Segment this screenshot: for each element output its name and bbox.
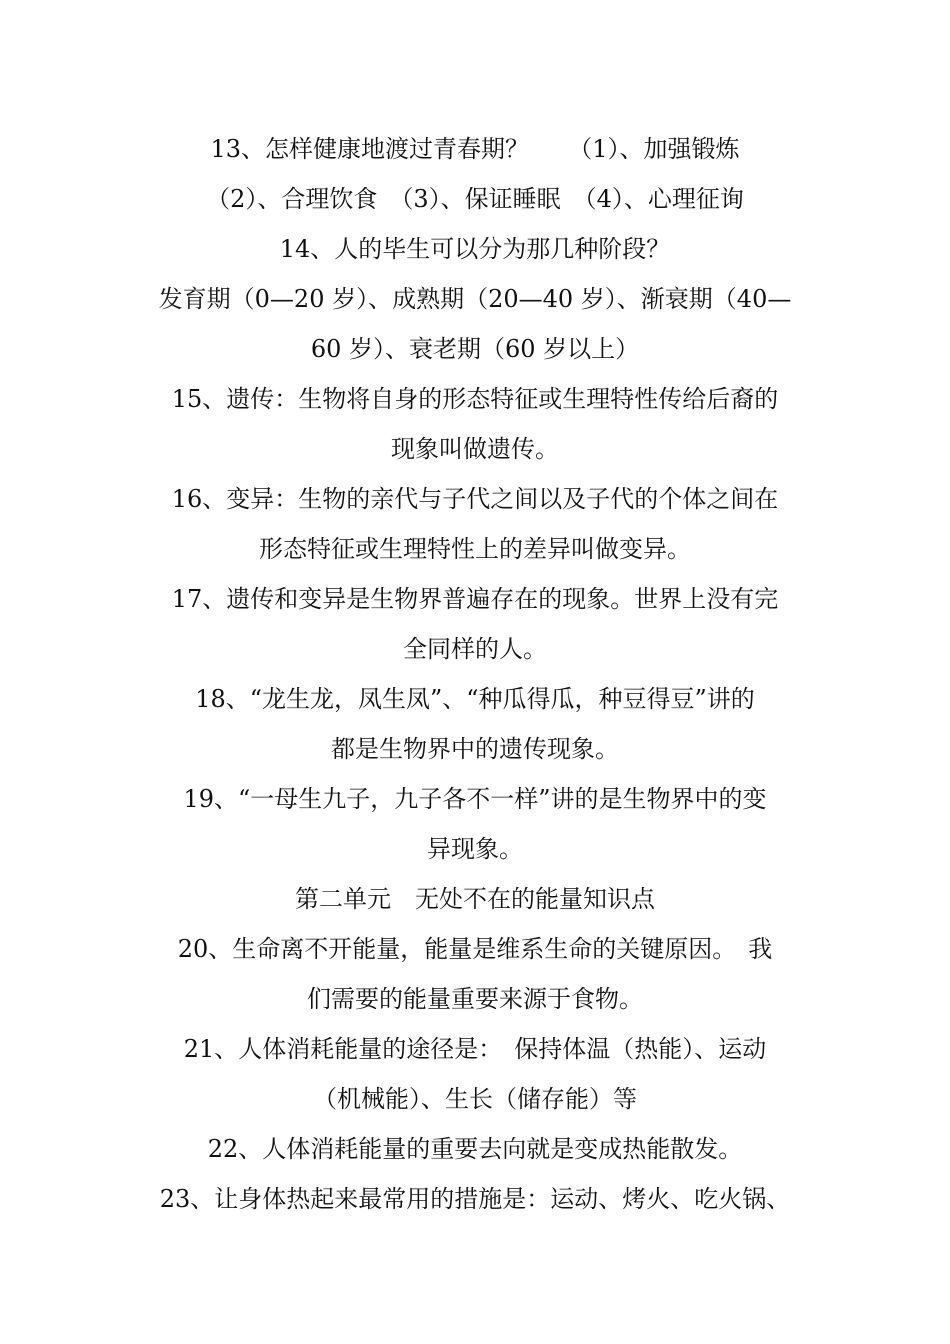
text-line-q16: 16、变异：生物的亲代与子代之间以及子代的个体之间在 [171, 485, 779, 513]
text-line-q20: 20、生命离不开能量，能量是维系生命的关键原因。 我 [177, 935, 773, 963]
text-line-q13-answers: （2）、合理饮食 （3）、保证睡眠 （4）、心理征询 [206, 185, 744, 213]
text-line-q14-answer: 发育期（0—20 岁）、成熟期（20—40 岁）、渐衰期（40— [158, 285, 792, 313]
text-line-q20-cont: 们需要的能量重要来源于食物。 [307, 985, 643, 1013]
text-line-q15: 15、遗传：生物将自身的形态特征或生理特性传给后裔的 [171, 385, 779, 413]
text-line-q19: 19、“一母生九子，九子各不一样”讲的是生物界中的变 [183, 785, 767, 813]
text-line-q13: 13、怎样健康地渡过青春期？ （1）、加强锻炼 [210, 135, 740, 163]
text-line-q14: 14、人的毕生可以分为那几种阶段？ [279, 235, 671, 263]
section-heading: 第二单元 无处不在的能量知识点 [295, 885, 655, 913]
text-line-q17: 17、遗传和变异是生物界普遍存在的现象。世界上没有完 [171, 585, 779, 613]
text-line-q15-cont: 现象叫做遗传。 [391, 435, 559, 463]
text-line-q23: 23、让身体热起来最常用的措施是：运动、烤火、吃火锅、 [159, 1185, 791, 1213]
text-line-q21: 21、人体消耗能量的途径是： 保持体温（热能）、运动 [183, 1035, 767, 1063]
text-line-q16-cont: 形态特征或生理特性上的差异叫做变异。 [259, 535, 691, 563]
text-line-q21-cont: （机械能）、生长（储存能）等 [313, 1085, 637, 1113]
text-line-q19-cont: 异现象。 [427, 835, 523, 863]
document-body [140, 124, 810, 1224]
text-line-q22: 22、人体消耗能量的重要去向就是变成热能散发。 [207, 1135, 743, 1163]
text-line-q17-cont: 全同样的人。 [403, 635, 547, 663]
text-line-q18: 18、“龙生龙，凤生凤”、“种瓜得瓜，种豆得豆”讲的 [195, 685, 755, 713]
text-line-q18-cont: 都是生物界中的遗传现象。 [331, 735, 619, 763]
text-line-q14-answer-cont: 60 岁）、衰老期（60 岁以上） [310, 335, 640, 363]
